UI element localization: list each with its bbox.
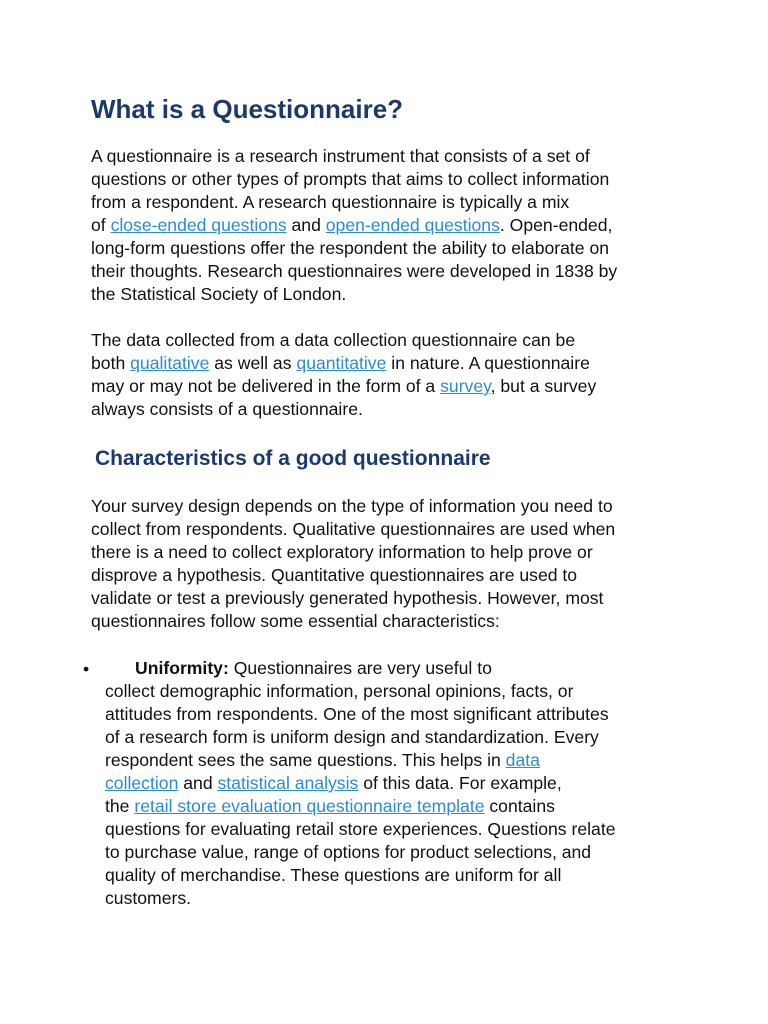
text-line (91, 375, 691, 398)
page-title: What is a Questionnaire? (91, 94, 404, 124)
text-line: collect demographic information, personal opinions, facts, or (105, 681, 574, 701)
data-collection-link[interactable]: collection (105, 773, 179, 793)
text-line (105, 772, 705, 795)
qualitative-link[interactable]: qualitative (130, 353, 210, 373)
text-fragment: both (91, 353, 131, 373)
retail-store-template-link[interactable]: retail store evaluation questionnaire template (134, 796, 485, 816)
text-line (105, 749, 705, 772)
text-line: customers. (105, 888, 192, 908)
text-line (91, 352, 691, 375)
bullet-item-uniformity (105, 657, 705, 910)
text-line: questions or other types of prompts that aims to collect information (91, 169, 610, 189)
text-fragment: contains (484, 796, 555, 816)
text-fragment: in nature. A questionnaire (386, 353, 590, 373)
section-heading: Characteristics of a good questionnaire (95, 447, 491, 470)
text-fragment: . Open-ended, (499, 215, 613, 235)
text-line (105, 657, 705, 680)
text-fragment: , but a survey (490, 376, 597, 396)
survey-link[interactable]: survey (440, 376, 491, 396)
text-line: to purchase value, range of options for product selections, and (105, 842, 592, 862)
statistical-analysis-link[interactable]: statistical analysis (217, 773, 359, 793)
text-line (105, 795, 705, 818)
text-fragment: may or may not be delivered in the form of a (91, 376, 441, 396)
text-line: questions for evaluating retail store experiences. Questions relate (105, 819, 616, 839)
text-line: A questionnaire is a research instrument that consists of a set of (91, 146, 590, 166)
text-fragment: and (286, 215, 326, 235)
text-line: attitudes from respondents. One of the most significant attributes (105, 704, 609, 724)
text-line: validate or test a previously generated hypothesis. However, most (91, 588, 604, 608)
text-line: always consists of a questionnaire. (91, 399, 363, 419)
text-line: there is a need to collect exploratory information to help prove or (91, 542, 593, 562)
bullet-term: Uniformity: (135, 658, 229, 678)
bullet-marker: • (83, 659, 90, 679)
text-line: long-form questions offer the respondent the ability to elaborate on (91, 238, 610, 258)
text-line: quality of merchandise. These questions are uniform for all (105, 865, 562, 885)
text-fragment: Questionnaires are very useful to (228, 658, 492, 678)
text-line: Your survey design depends on the type of information you need to (91, 496, 613, 516)
text-line: from a respondent. A research questionnaire is typically a mix (91, 192, 570, 212)
text-line: The data collected from a data collection questionnaire can be (91, 330, 576, 350)
text-fragment: as well as (209, 353, 297, 373)
quantitative-link[interactable]: quantitative (296, 353, 387, 373)
data-collected-paragraph (91, 329, 691, 421)
text-line: their thoughts. Research questionnaires were developed in 1838 by (91, 261, 618, 281)
text-fragment: the (105, 796, 135, 816)
data-collection-link[interactable]: data (505, 750, 540, 770)
text-fragment: respondent sees the same questions. This helps in (105, 750, 506, 770)
text-line: disprove a hypothesis. Quantitative questionnaires are used to (91, 565, 578, 585)
survey-design-paragraph (91, 495, 691, 633)
close-ended-questions-link[interactable]: close-ended questions (110, 215, 287, 235)
text-line (91, 214, 691, 237)
text-line: collect from respondents. Qualitative questionnaires are used when (91, 519, 616, 539)
text-fragment: of this data. For example, (358, 773, 562, 793)
text-fragment: of (91, 215, 111, 235)
text-line: of a research form is uniform design and standardization. Every (105, 727, 599, 747)
text-line: the Statistical Society of London. (91, 284, 347, 304)
intro-paragraph (91, 145, 691, 306)
text-line: questionnaires follow some essential characteristics: (91, 611, 500, 631)
text-fragment: and (178, 773, 218, 793)
open-ended-questions-link[interactable]: open-ended questions (325, 215, 500, 235)
